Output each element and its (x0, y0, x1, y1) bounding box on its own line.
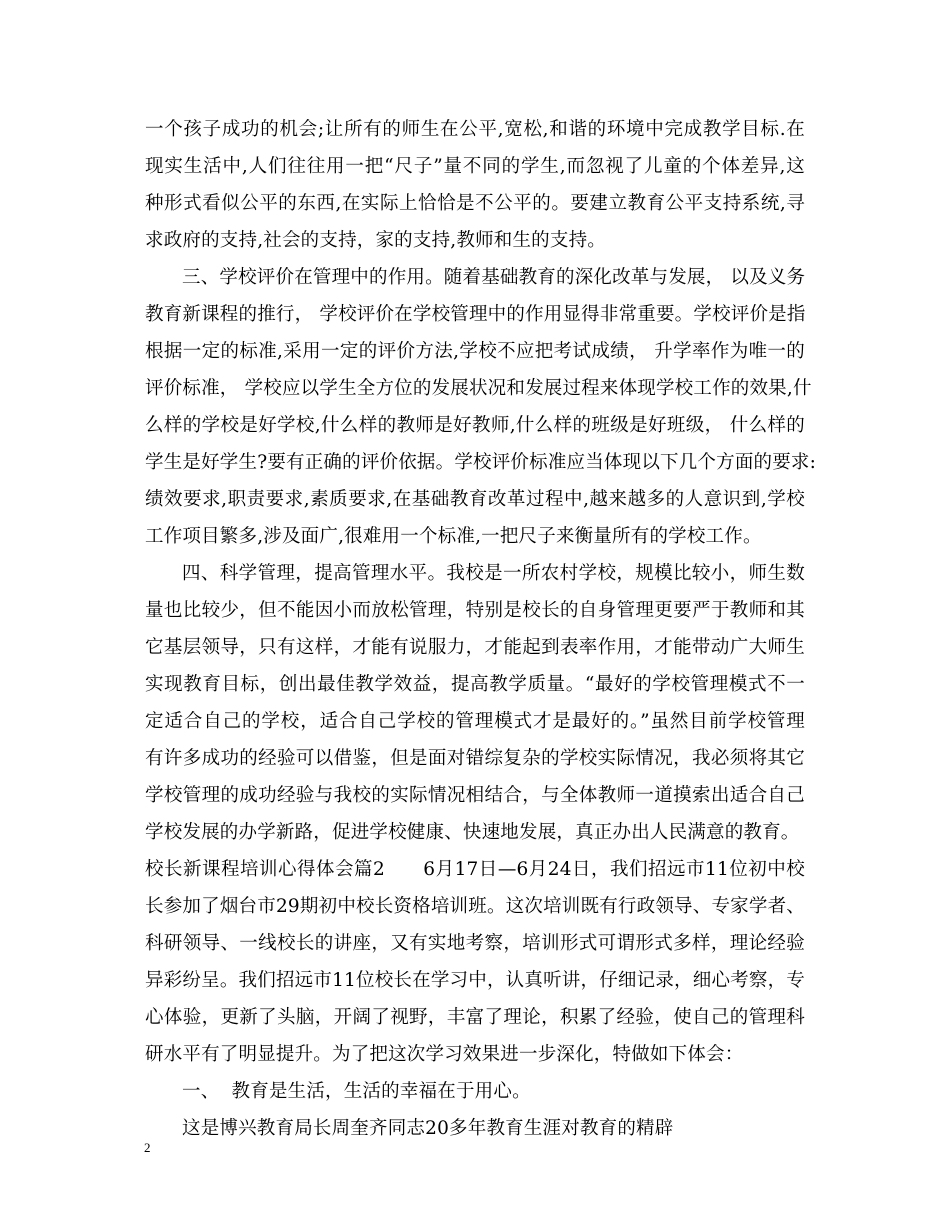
text-line: 一个孩子成功的机会;让所有的师生在公平,宽松,和谐的环境中完成教学目标.在 (145, 119, 805, 140)
paragraph-start-line: 四、科学管理，提高管理水平。我校是一所农村学校，规模比较小，师生数 (182, 563, 805, 584)
text-line: 学校发展的办学新路，促进学校健康、快速地发展，真正办出人民满意的教育。 (145, 822, 800, 843)
text-line: 么样的学校是好学校,什么样的教师是好教师,什么样的班级是好班级， 什么样的 (145, 415, 805, 436)
text-line: 研水平有了明显提升。为了把这次学习效果进一步深化，特做如下体会： (145, 1044, 744, 1065)
text-line: 这是博兴教育局长周奎齐同志20多年教育生涯对教育的精辟 (182, 1118, 674, 1139)
text-line: 求政府的支持,社会的支持，家的支持,教师和生的支持。 (145, 230, 606, 251)
text-line: 评价标准， 学校应以学生全方位的发展状况和发展过程来体现学校工作的效果,什 (145, 378, 812, 399)
text-line: 量也比较少，但不能因小而放松管理，特别是校长的自身管理更要严于教师和其 (145, 600, 805, 621)
text-line: 学生是好学生?要有正确的评价依据。学校评价标准应当体现以下几个方面的要求: (145, 452, 817, 473)
text-line: 长参加了烟台市29期初中校长资格培训班。这次培训既有行政领导、专家学者、 (145, 896, 805, 917)
section-heading-line: 校长新课程培训心得体会篇2 6月17日—6月24日，我们招远市11位初中校 (145, 859, 805, 880)
text-line: 心体验，更新了头脑，开阔了视野，丰富了理论，积累了经验，使自己的管理科 (145, 1007, 805, 1028)
text-line: 根据一定的标准,采用一定的评价方法,学校不应把考试成绩， 升学率作为唯一的 (145, 341, 805, 362)
numbered-heading: 一、 教育是生活，生活的幸福在于用心。 (182, 1081, 531, 1102)
text-line: 工作项目繁多,涉及面广,很难用一个标准,一把尺子来衡量所有的学校工作。 (145, 526, 762, 547)
text-line: 科研领导、一线校长的讲座，又有实地考察，培训形式可谓形式多样，理论经验 (145, 933, 805, 954)
text-line: 有许多成功的经验可以借鉴，但是面对错综复杂的学校实际情况，我必须将其它 (145, 748, 805, 769)
paragraph-start-line: 三、学校评价在管理中的作用。随着基础教育的深化改革与发展， 以及义务 (182, 267, 806, 288)
text-line: 教育新课程的推行， 学校评价在学校管理中的作用显得非常重要。学校评价是指 (145, 304, 806, 325)
text-line: 实现教育目标，创出最佳教学效益，提高教学质量。“最好的学校管理模式不一 (145, 674, 805, 695)
text-line: 现实生活中,人们往往用一把“尺子”量不同的学生,而忽视了儿童的个体差异,这 (145, 156, 805, 177)
text-line: 定适合自己的学校，适合自己学校的管理模式才是最好的。”虽然目前学校管理 (145, 711, 805, 732)
text-line: 异彩纷呈。我们招远市11位校长在学习中，认真听讲，仔细记录，细心考察，专 (145, 970, 805, 991)
text-line: 种形式看似公平的东西,在实际上恰恰是不公平的。要建立教育公平支持系统,寻 (145, 193, 805, 214)
text-line: 绩效要求,职责要求,素质要求,在基础教育改革过程中,越来越多的人意识到,学校 (145, 489, 805, 510)
text-line: 它基层领导，只有这样，才能有说服力，才能起到表率作用，才能带动广大师生 (145, 637, 805, 658)
text-line: 学校管理的成功经验与我校的实际情况相结合，与全体教师一道摸索出适合自己 (145, 785, 805, 806)
page-number: 2 (144, 1140, 151, 1155)
